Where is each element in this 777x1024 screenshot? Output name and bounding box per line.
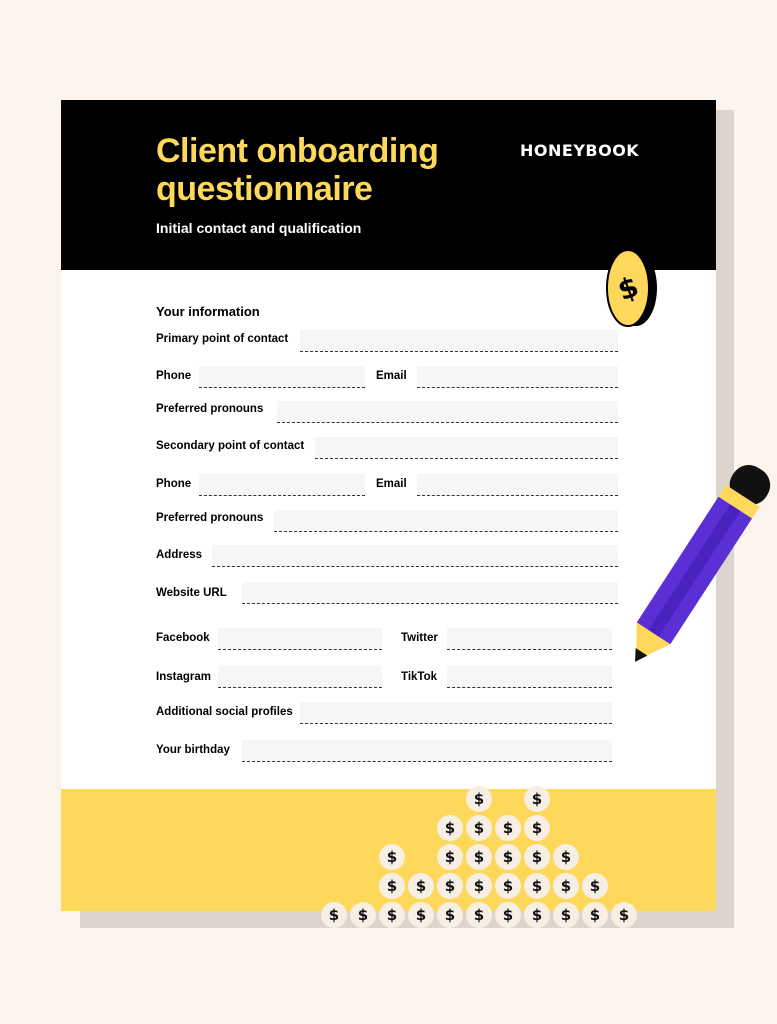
additional-social-field[interactable] [300, 702, 612, 724]
dollar-coin-icon: $ [553, 844, 579, 870]
instagram-field[interactable] [218, 666, 382, 688]
secondary-contact-field[interactable] [315, 437, 618, 459]
dollar-coin-icon: $ [466, 786, 492, 812]
tiktok-field[interactable] [447, 666, 612, 688]
big-coin-symbol: $ [613, 269, 643, 308]
dollar-coin-icon: $ [524, 786, 550, 812]
dollar-coin-icon: $ [379, 844, 405, 870]
email-label: Email [376, 370, 407, 382]
dollar-coin-icon [606, 248, 658, 328]
dollar-coin-icon: $ [582, 873, 608, 899]
birthday-label: Your birthday [156, 744, 230, 756]
dollar-coin-icon: $ [524, 844, 550, 870]
facebook-label: Facebook [156, 632, 210, 644]
additional-social-label: Additional social profiles [156, 706, 293, 718]
dollar-coin-icon: $ [466, 844, 492, 870]
dollar-coin-icon: $ [437, 873, 463, 899]
dollar-coin-icon: $ [379, 902, 405, 928]
footer-band [61, 789, 716, 924]
dollar-coin-icon: $ [524, 902, 550, 928]
dollar-coin-icon: $ [379, 873, 405, 899]
dollar-coin-icon: $ [437, 815, 463, 841]
phone-field-2[interactable] [199, 474, 365, 496]
tiktok-label: TikTok [401, 671, 437, 683]
website-field[interactable] [242, 582, 618, 604]
primary-contact-label: Primary point of contact [156, 333, 289, 345]
brand-logo: HONEYBOOK [520, 141, 640, 160]
dollar-coin-icon: $ [408, 873, 434, 899]
instagram-label: Instagram [156, 671, 211, 683]
phone-field[interactable] [199, 366, 365, 388]
birthday-field[interactable] [242, 740, 612, 762]
address-field[interactable] [212, 545, 618, 567]
dollar-coin-icon: $ [321, 902, 347, 928]
section-title: Your information [156, 304, 260, 319]
email-label-2: Email [376, 478, 407, 490]
header [61, 100, 716, 270]
dollar-coin-icon: $ [582, 902, 608, 928]
dollar-coin-icon: $ [495, 844, 521, 870]
dollar-coin-icon: $ [437, 902, 463, 928]
dollar-coin-icon: $ [495, 815, 521, 841]
page-title: Client onboarding questionnaire [156, 132, 439, 208]
pronouns-label-2: Preferred pronouns [156, 512, 264, 524]
phone-label: Phone [156, 370, 192, 382]
dollar-coin-icon: $ [611, 902, 637, 928]
phone-label-2: Phone [156, 478, 192, 490]
dollar-coin-icon: $ [495, 902, 521, 928]
dollar-coin-icon: $ [350, 902, 376, 928]
page-subtitle: Initial contact and qualification [156, 220, 362, 236]
pronouns-field[interactable] [277, 401, 618, 423]
pronouns-field-2[interactable] [274, 510, 618, 532]
dollar-coin-icon: $ [553, 873, 579, 899]
pronouns-label: Preferred pronouns [156, 403, 264, 415]
dollar-coin-icon: $ [466, 902, 492, 928]
twitter-field[interactable] [447, 628, 612, 650]
dollar-coin-icon: $ [553, 902, 579, 928]
dollar-coin-icon: $ [466, 815, 492, 841]
dollar-coin-icon: $ [524, 873, 550, 899]
twitter-label: Twitter [401, 632, 438, 644]
dollar-coin-icon: $ [524, 815, 550, 841]
website-label: Website URL [156, 587, 227, 599]
facebook-field[interactable] [218, 628, 382, 650]
dollar-coin-icon: $ [495, 873, 521, 899]
dollar-coin-icon: $ [466, 873, 492, 899]
address-label: Address [156, 549, 203, 561]
primary-contact-field[interactable] [300, 330, 618, 352]
dollar-coin-icon: $ [437, 844, 463, 870]
pencil-icon [616, 448, 776, 688]
dollar-coin-icon: $ [408, 902, 434, 928]
email-field[interactable] [417, 366, 618, 388]
secondary-contact-label: Secondary point of contact [156, 440, 305, 452]
email-field-2[interactable] [417, 474, 618, 496]
